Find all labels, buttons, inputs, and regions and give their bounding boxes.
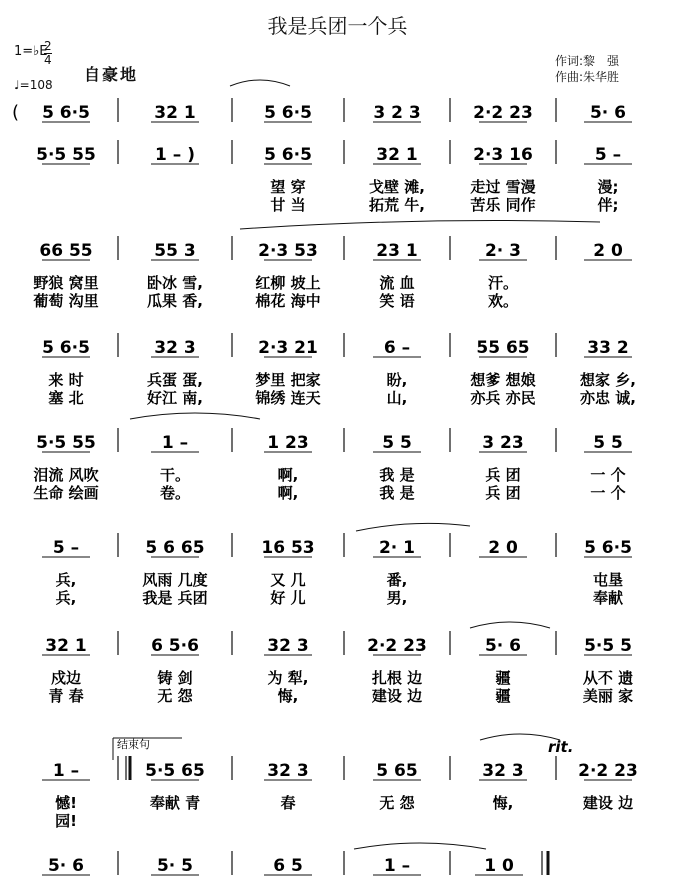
time-signature-top: 2 [44,39,52,53]
lyric-syllable: 奉献 青 [149,794,201,812]
lyric-syllable: 美丽 家 [582,687,634,705]
lyric-syllable: 悔, [277,687,299,705]
lyric-syllable: 亦忠 诚, [580,389,636,407]
lyric-syllable: 走过 雪漫 [470,178,536,196]
slur-arc [230,80,290,86]
measure-notes: 5 5 [382,433,412,453]
lyric-syllable: 干。 [159,466,191,484]
notation-line [42,843,548,876]
open-paren: ( [12,102,20,123]
lyric-syllable: 风雨 几度 [142,571,208,589]
lyric-syllable: 流 血 [379,274,415,292]
tempo-marking: ♩=108 [14,78,53,92]
measure-notes: 32 3 [267,636,309,656]
lyric-syllable: 啊, [277,466,299,484]
measure-notes: 5 6 65 [145,538,205,558]
measure-notes: 32 3 [482,761,524,781]
measure-notes: 2· 3 [484,241,522,261]
lyric-syllable: 奉献 [592,589,624,607]
lyric-syllable: 山, [386,389,408,407]
measure-notes: 5· 6 [47,856,85,876]
measure-notes: 66 55 [39,241,93,261]
lyric-syllable: 兵, [55,589,77,607]
measure-notes: 5 6·5 [264,103,312,123]
measure-notes: 32 3 [154,338,196,358]
lyric-syllable: 葡萄 沟里 [33,292,99,310]
measure-notes: 2·3 53 [258,241,318,261]
lyric-syllable: 生命 绘画 [33,484,99,502]
lyric-syllable: 来 时 [48,371,84,389]
lyric-syllable: 卧冰 雪, [147,274,203,292]
measure-notes: 2· 1 [378,538,416,558]
lyric-syllable: 塞 北 [48,389,84,407]
lyric-syllable: 漫; [597,178,619,196]
measure-notes: 5·5 65 [145,761,205,781]
lyric-syllable: 想爹 想娘 [470,371,536,389]
slur-arc [470,622,550,628]
measure-notes: 1 – ) [155,145,195,165]
lyric-syllable: 好江 南, [147,389,203,407]
lyric-syllable: 园! [55,812,77,830]
lyric-syllable: 戍边 [50,669,82,687]
measure-notes: 1 – [383,856,411,876]
lyric-syllable: 憾! [55,794,77,812]
lyric-syllable: 卷。 [159,484,191,502]
key-signature: 1=♭E [14,44,48,59]
lyric-syllable: 汗。 [487,274,519,292]
lyric-syllable: 我 是 [379,466,415,484]
lyric-syllable: 无 怨 [379,794,415,812]
measure-notes: 2·3 21 [258,338,318,358]
measure-notes: 55 3 [154,241,196,261]
lyric-syllable: 红柳 坡上 [255,274,321,292]
measure-notes: 5· 6 [484,636,522,656]
lyric-syllable: 疆 [495,669,511,687]
measure-notes: 5 6·5 [264,145,312,165]
notation-line [33,428,632,502]
lyric-syllable: 扎根 边 [371,669,423,687]
lyric-syllable: 铸 剑 [157,669,193,687]
measure-notes: 2·3 16 [473,145,533,165]
lyric-syllable: 兵 团 [485,484,521,502]
lyric-syllable: 番, [386,571,408,589]
measure-notes: 5·5 55 [36,145,96,165]
lyric-syllable: 兵蛋 蛋, [147,371,203,389]
lyric-syllable: 一 个 [590,466,626,484]
measure-notes: 5 65 [376,761,418,781]
lyric-syllable: 青 春 [48,687,84,705]
lyric-syllable: 戈壁 滩, [369,178,425,196]
measure-notes: 5 6·5 [584,538,632,558]
lyric-syllable: 为 犁, [267,669,309,687]
measure-notes: 55 65 [476,338,530,358]
lyric-syllable: 从不 遗 [582,669,634,687]
measure-notes: 5 6·5 [42,338,90,358]
notation-line [36,140,632,214]
ending-label: 结束句 [117,738,150,751]
notation-line [12,98,632,123]
lyric-syllable: 男, [386,589,408,607]
lyric-syllable: 建设 边 [371,687,423,705]
lyric-syllable: 兵, [55,571,77,589]
measure-notes: 3 23 [482,433,524,453]
lyric-syllable: 伴; [597,196,619,214]
measure-notes: 2 0 [488,538,518,558]
notation-line [42,533,632,607]
measure-notes: 16 53 [261,538,315,558]
measure-notes: 6 5·6 [151,636,199,656]
measure-notes: 6 5 [273,856,303,876]
lyric-syllable: 欢。 [487,292,519,310]
measure-notes: 1 – [52,761,80,781]
lyric-syllable: 苦乐 同作 [470,196,536,214]
lyric-syllable: 梦里 把家 [255,371,321,389]
lyric-syllable: 兵 团 [485,466,521,484]
lyric-syllable: 无 怨 [157,687,193,705]
slur-arc [240,221,600,229]
lyric-syllable: 野狼 窝里 [33,274,99,292]
lyric-syllable: 春 [280,794,296,812]
measure-notes: 32 3 [267,761,309,781]
lyric-syllable: 疆 [495,687,511,705]
measure-notes: 5· 5 [156,856,194,876]
lyric-syllable: 泪流 风吹 [33,466,99,484]
lyric-syllable: 笑 语 [379,292,415,310]
lyric-syllable: 我是 兵团 [142,589,208,607]
ritardando-marking: rit. [548,738,574,756]
measure-notes: 1 0 [484,856,514,876]
measure-notes: 32 1 [376,145,418,165]
lyric-syllable: 亦兵 亦民 [470,389,536,407]
lyric-syllable: 我 是 [379,484,415,502]
song-title: 我是兵团一个兵 [267,14,408,38]
slur-arc [130,413,260,419]
lyric-syllable: 想家 乡, [580,371,636,389]
lyric-syllable: 一 个 [590,484,626,502]
lyric-syllable: 建设 边 [582,794,634,812]
measure-notes: 2·2 23 [367,636,427,656]
measure-notes: 6 – [383,338,411,358]
measure-notes: 32 1 [154,103,196,123]
tie-arc [354,843,486,849]
lyric-syllable: 瓜果 香, [147,292,203,310]
lyricist-credit: 作词:黎 强 [555,54,620,68]
measure-notes: 23 1 [376,241,418,261]
lyric-syllable: 望 穿 [270,178,306,196]
measure-notes: 2·2 23 [578,761,638,781]
measure-notes: 5· 6 [589,103,627,123]
notation-line [42,631,633,705]
measure-notes: 33 2 [587,338,629,358]
measure-notes: 5 – [594,145,622,165]
measure-notes: 5 6·5 [42,103,90,123]
measure-notes: 2 0 [593,241,623,261]
slur-arc [356,523,470,531]
notation-lines [12,80,638,876]
lyric-syllable: 屯垦 [592,571,624,589]
lyric-syllable: 锦绣 连天 [255,389,321,407]
composer-credit: 作曲:朱华胜 [555,70,620,84]
lyric-syllable: 甘 当 [270,196,306,214]
expression-marking: 自豪地 [84,65,139,84]
measure-notes: 3 2 3 [373,103,421,123]
measure-notes: 2·2 23 [473,103,533,123]
measure-notes: 5 – [52,538,80,558]
lyric-syllable: 又 几 [270,571,306,589]
lyric-syllable: 悔, [492,794,514,812]
measure-notes: 5·5 55 [36,433,96,453]
lyric-syllable: 盼, [386,371,408,389]
measure-notes: 5 5 [593,433,623,453]
measure-notes: 1 23 [267,433,309,453]
notation-line [33,236,632,310]
lyric-syllable: 棉花 海中 [255,292,321,310]
measure-notes: 32 1 [45,636,87,656]
lyric-syllable: 啊, [277,484,299,502]
measure-notes: 5·5 5 [584,636,632,656]
measure-notes: 1 – [161,433,189,453]
lyric-syllable: 好 儿 [270,589,306,607]
lyric-syllable: 拓荒 牛, [369,196,425,214]
notation-line [42,333,636,407]
time-signature-bottom: 4 [44,53,52,67]
